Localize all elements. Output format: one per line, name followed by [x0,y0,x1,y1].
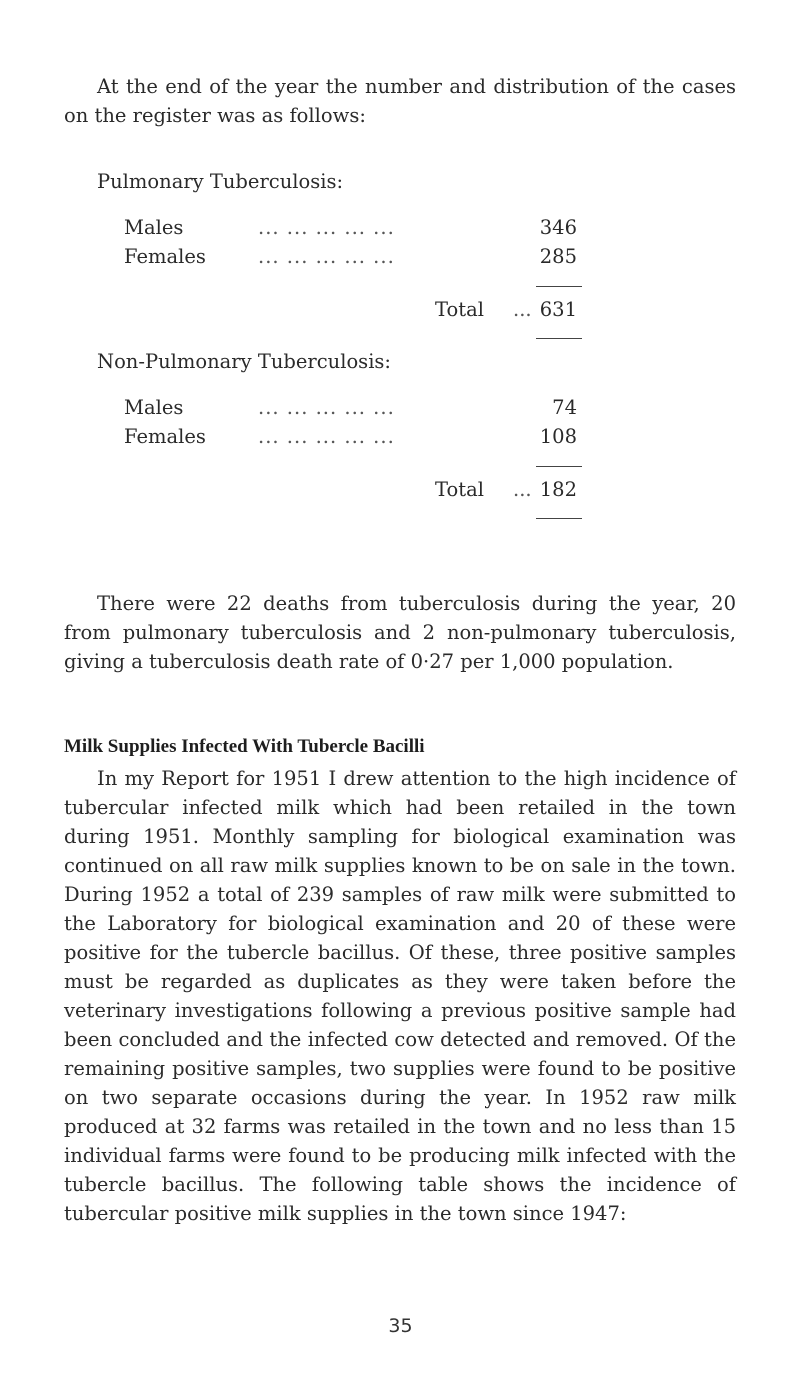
non-pulmonary-total-row [435,478,577,506]
leader-dots: ... ... ... ... ... [258,396,395,419]
page-number: 35 [388,1315,413,1337]
sum-rule [536,286,582,287]
total-label: Total [435,298,484,321]
pulmonary-males-row [124,216,577,244]
non-pulmonary-females-row [124,425,577,453]
pulmonary-females-row [124,245,577,273]
leader-dots: ... ... ... ... ... [258,245,395,268]
leader-dots: ... [513,298,532,321]
milk-section-heading: Milk Supplies Infected With Tubercle Bacilli [64,736,425,757]
total-value: 631 [539,298,577,321]
leader-dots: ... ... ... ... ... [258,216,395,239]
row-value: 285 [539,245,577,268]
non-pulmonary-heading: Non-Pulmonary Tuberculosis: [97,350,392,373]
sum-rule [536,338,582,339]
deaths-paragraph: There were 22 deaths from tuberculosis during the year, 20 from pulmonary tuberculosis and 2 non-pulmonary tuberculosis, giving a tuberculosis death rate of 0·27 per 1,000 population. [64,592,736,673]
leader-dots: ... ... ... ... ... [258,425,395,448]
sum-rule [536,466,582,467]
row-label: Females [124,245,206,268]
row-label: Males [124,216,184,239]
intro-paragraph: At the end of the year the number and distribution of the cases on the register was as follows: [64,75,736,127]
row-value: 74 [552,396,577,419]
leader-dots: ... [513,478,532,501]
row-value: 108 [539,425,577,448]
sum-rule [536,518,582,519]
total-value: 182 [539,478,577,501]
pulmonary-total-row [435,298,577,326]
pulmonary-heading: Pulmonary Tuberculosis: [97,170,344,193]
row-label: Males [124,396,184,419]
total-label: Total [435,478,484,501]
row-value: 346 [539,216,577,239]
milk-paragraph: In my Report for 1951 I drew attention to the high incidence of tubercular infected milk which had been retailed in the town during 1951. Monthly sampling for biological examination was continued on all raw milk supplies known to be on sale in the town. During 1952 a total of 239 samples of raw milk were submitted to the Laboratory for biological examination and 20 of these were positive for the tubercle bacillus. Of these, three positive samples must be regarded as duplicates as they were taken before the veterinary investigations following a previous positive sample had been concluded and the infected cow detected and removed. Of the remaining positive samples, two supplies were found to be positive on two separate occasions during the year. In 1952 raw milk produced at 32 farms was retailed in the town and no less than 15 individual farms were found to be producing milk infected with the tubercle bacillus. The following table shows the incidence of tubercular positive milk supplies in the town since 1947: [64,767,736,1225]
non-pulmonary-males-row [124,396,577,424]
row-label: Females [124,425,206,448]
